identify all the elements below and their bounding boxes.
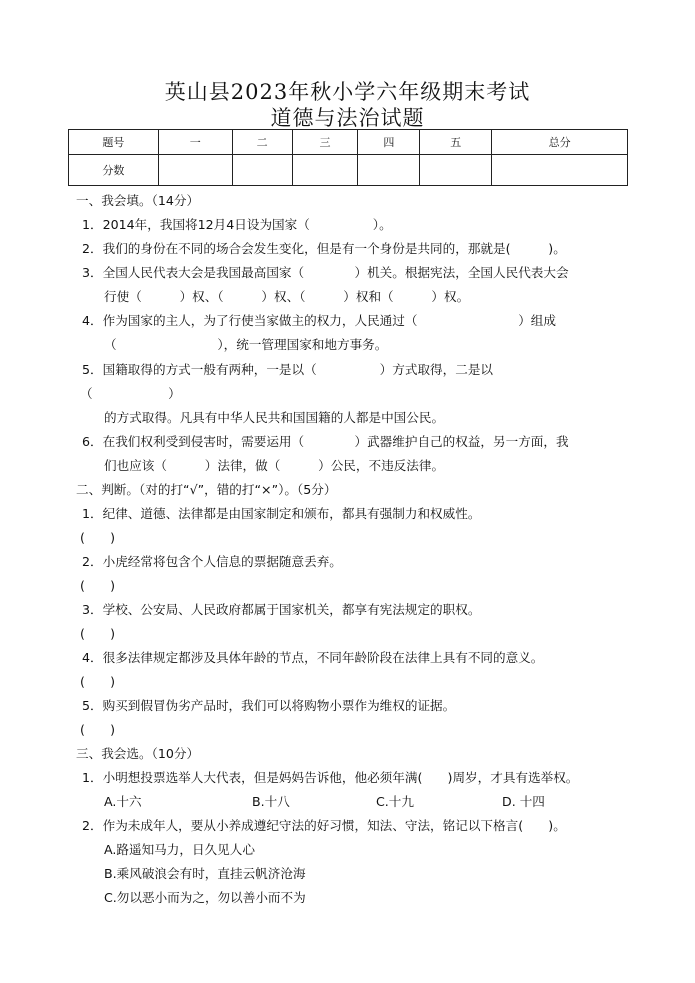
- option-a[interactable]: A.十六: [104, 794, 142, 809]
- score-cell: 四: [358, 130, 420, 155]
- section1-heading: 一、我会填。（14分）: [76, 193, 200, 208]
- question-text: 们也应该（ ）法律，做（ ）公民，不违反法律。: [104, 458, 445, 473]
- answer-blank[interactable]: ( ): [80, 722, 116, 737]
- question-text: （ ）: [80, 386, 181, 401]
- question-text: 的方式取得。凡具有中华人民共和国国籍的人都是中国公民。: [104, 410, 445, 425]
- section3-heading: 三、我会选。（10分）: [76, 746, 200, 761]
- score-blank-cell[interactable]: [420, 155, 492, 186]
- question-text: 6．在我们权利受到侵害时，需要运用（ ）武器维护自己的权益，另一方面，我: [82, 434, 569, 449]
- answer-blank[interactable]: ( ): [80, 674, 116, 689]
- question-text: 4．作为国家的主人，为了行使当家做主的权力，人民通过（ ）组成: [82, 313, 556, 328]
- option-c[interactable]: C.勿以恶小而为之，勿以善小而不为: [104, 890, 306, 905]
- score-cell: 总分: [492, 130, 628, 155]
- score-cell: 一: [158, 130, 232, 155]
- score-blank-cell[interactable]: [292, 155, 358, 186]
- score-table: [68, 129, 628, 186]
- question-text: 行使（ ）权、（ ）权、（ ）权和（ ）权。: [104, 289, 470, 304]
- answer-blank[interactable]: ( ): [80, 530, 116, 545]
- option-d[interactable]: D. 十四: [502, 794, 545, 809]
- section2-heading: 二、判断。（对的打“√”，错的打“×”）。（5分）: [76, 482, 337, 497]
- score-table-score-row: [69, 155, 628, 186]
- score-table-header-row: [69, 130, 628, 155]
- question-text: （ ），统一管理国家和地方事务。: [104, 337, 388, 352]
- score-cell: 三: [292, 130, 358, 155]
- score-blank-cell[interactable]: [358, 155, 420, 186]
- question-text: 2．小虎经常将包含个人信息的票据随意丢弃。: [82, 554, 342, 569]
- score-blank-cell[interactable]: [158, 155, 232, 186]
- answer-blank[interactable]: ( ): [80, 626, 116, 641]
- question-text: 1．2014年，我国将12月4日设为国家（ ）。: [82, 217, 392, 232]
- score-blank-cell[interactable]: [492, 155, 628, 186]
- score-cell: 分数: [69, 155, 159, 186]
- score-blank-cell[interactable]: [232, 155, 292, 186]
- exam-title: 英山县2023年秋小学六年级期末考试: [164, 80, 531, 104]
- exam-subtitle: 道德与法治试题: [270, 106, 425, 130]
- score-cell: 题号: [69, 130, 159, 155]
- question-text: 3．学校、公安局、人民政府都属于国家机关，都享有宪法规定的职权。: [82, 602, 481, 617]
- score-cell: 五: [420, 130, 492, 155]
- question-text: 3．全国人民代表大会是我国最高国家（ ）机关。根据宪法，全国人民代表大会: [82, 265, 569, 280]
- question-text: 5．购买到假冒伪劣产品时，我们可以将购物小票作为维权的证据。: [82, 698, 456, 713]
- question-text: 1．小明想投票选举人大代表，但是妈妈告诉他，他必须年满( )周岁，才具有选举权。: [82, 770, 579, 785]
- question-text: 1．纪律、道德、法律都是由国家制定和颁布，都具有强制力和权威性。: [82, 506, 481, 521]
- question-text: 2．作为未成年人，要从小养成遵纪守法的好习惯，知法、守法，铭记以下格言( )。: [82, 818, 566, 833]
- option-b[interactable]: B.十八: [252, 794, 290, 809]
- option-b[interactable]: B.乘风破浪会有时，直挂云帆济沧海: [104, 866, 306, 881]
- question-text: 5．国籍取得的方式一般有两种，一是以（ ）方式取得，二是以: [82, 362, 494, 377]
- score-cell: 二: [232, 130, 292, 155]
- question-text: 2．我们的身份在不同的场合会发生变化，但是有一个身份是共同的，那就是( )。: [82, 241, 566, 256]
- answer-blank[interactable]: ( ): [80, 578, 116, 593]
- question-text: 4．很多法律规定都涉及具体年龄的节点，不同年龄阶段在法律上具有不同的意义。: [82, 650, 544, 665]
- option-c[interactable]: C.十九: [376, 794, 414, 809]
- option-a[interactable]: A.路遥知马力，日久见人心: [104, 842, 255, 857]
